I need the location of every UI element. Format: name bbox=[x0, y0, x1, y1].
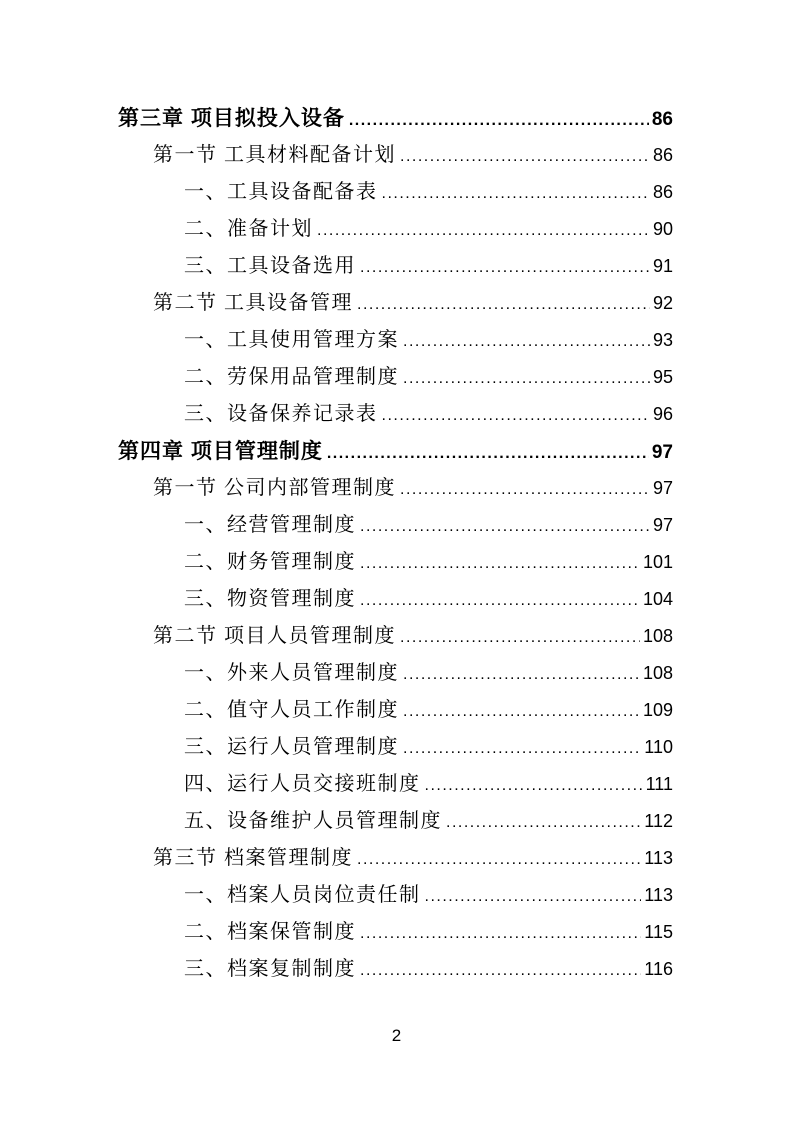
toc-entry-page-number: 97 bbox=[652, 515, 673, 535]
toc-entry[interactable] bbox=[184, 766, 673, 803]
toc-entry-label: 二、值守人员工作制度 bbox=[184, 699, 399, 721]
toc-entry-page-number: 111 bbox=[645, 774, 673, 794]
toc-entry[interactable] bbox=[118, 433, 673, 470]
toc-entry[interactable] bbox=[184, 914, 673, 951]
toc-leader-dots bbox=[317, 212, 650, 249]
toc-entry-page-number: 97 bbox=[652, 478, 673, 498]
toc-entry-page-number: 110 bbox=[644, 737, 673, 757]
toc-entry-label: 一、工具使用管理方案 bbox=[184, 329, 399, 351]
toc-entry-page-number: 113 bbox=[644, 885, 673, 905]
toc-entry-page-number: 86 bbox=[651, 109, 673, 130]
toc-entry[interactable] bbox=[184, 174, 673, 211]
toc-entry[interactable] bbox=[184, 877, 673, 914]
toc-leader-dots bbox=[357, 841, 641, 878]
toc-entry[interactable] bbox=[153, 470, 673, 507]
toc-entry-label: 三、档案复制制度 bbox=[184, 958, 356, 980]
toc-entry-page-number: 97 bbox=[651, 442, 673, 463]
toc-leader-dots bbox=[349, 102, 649, 139]
toc-leader-dots bbox=[360, 952, 641, 989]
toc-entry[interactable] bbox=[184, 655, 673, 692]
toc-entry-page-number: 92 bbox=[652, 293, 673, 313]
toc-entry-page-number: 113 bbox=[644, 848, 673, 868]
toc-entry[interactable] bbox=[118, 100, 673, 137]
toc-entry[interactable] bbox=[184, 951, 673, 988]
toc-leader-dots bbox=[400, 471, 650, 508]
toc-entry[interactable] bbox=[184, 692, 673, 729]
toc-entry-page-number: 104 bbox=[642, 589, 673, 609]
table-of-contents bbox=[0, 100, 673, 988]
toc-entry-page-number: 109 bbox=[642, 700, 673, 720]
toc-entry-page-number: 86 bbox=[652, 182, 673, 202]
toc-entry-label: 二、准备计划 bbox=[184, 218, 313, 240]
toc-entry-page-number: 93 bbox=[652, 330, 673, 350]
toc-entry-label: 第二节 项目人员管理制度 bbox=[153, 625, 396, 647]
toc-entry-page-number: 108 bbox=[642, 663, 673, 683]
toc-entry[interactable] bbox=[184, 544, 673, 581]
toc-entry-page-number: 95 bbox=[652, 367, 673, 387]
toc-entry-label: 二、档案保管制度 bbox=[184, 921, 356, 943]
toc-leader-dots bbox=[400, 619, 640, 656]
toc-entry-label: 第二节 工具设备管理 bbox=[153, 292, 353, 314]
toc-entry-label: 三、设备保养记录表 bbox=[184, 403, 378, 425]
toc-entry[interactable] bbox=[153, 618, 673, 655]
toc-entry[interactable] bbox=[184, 803, 673, 840]
toc-entry-label: 四、运行人员交接班制度 bbox=[184, 773, 421, 795]
toc-entry[interactable] bbox=[184, 729, 673, 766]
toc-entry-label: 三、工具设备选用 bbox=[184, 255, 356, 277]
toc-leader-dots bbox=[446, 804, 641, 841]
toc-entry-label: 三、运行人员管理制度 bbox=[184, 736, 399, 758]
page-number: 2 bbox=[391, 1026, 402, 1045]
toc-entry[interactable] bbox=[184, 581, 673, 618]
toc-entry-label: 第一节 公司内部管理制度 bbox=[153, 477, 396, 499]
toc-entry-label: 一、档案人员岗位责任制 bbox=[184, 884, 421, 906]
toc-entry[interactable] bbox=[184, 211, 673, 248]
toc-leader-dots bbox=[360, 249, 650, 286]
toc-leader-dots bbox=[425, 767, 643, 804]
toc-leader-dots bbox=[403, 656, 640, 693]
toc-entry-page-number: 116 bbox=[644, 959, 673, 979]
toc-leader-dots bbox=[360, 545, 640, 582]
toc-entry-label: 第一节 工具材料配备计划 bbox=[153, 144, 396, 166]
toc-entry-label: 二、劳保用品管理制度 bbox=[184, 366, 399, 388]
toc-entry-label: 第三节 档案管理制度 bbox=[153, 847, 353, 869]
toc-entry-page-number: 96 bbox=[652, 404, 673, 424]
toc-entry[interactable] bbox=[153, 137, 673, 174]
toc-entry-page-number: 101 bbox=[642, 552, 673, 572]
toc-entry-page-number: 91 bbox=[652, 256, 673, 276]
toc-entry-label: 一、工具设备配备表 bbox=[184, 181, 378, 203]
toc-entry-page-number: 90 bbox=[652, 219, 673, 239]
toc-entry[interactable] bbox=[184, 396, 673, 433]
toc-leader-dots bbox=[382, 175, 650, 212]
toc-entry[interactable] bbox=[184, 507, 673, 544]
toc-leader-dots bbox=[357, 286, 650, 323]
toc-leader-dots bbox=[360, 582, 640, 619]
toc-leader-dots bbox=[400, 138, 650, 175]
toc-entry-label: 三、物资管理制度 bbox=[184, 588, 356, 610]
toc-entry[interactable] bbox=[153, 285, 673, 322]
toc-entry-label: 五、设备维护人员管理制度 bbox=[184, 810, 442, 832]
toc-leader-dots bbox=[360, 915, 641, 952]
toc-leader-dots bbox=[403, 323, 650, 360]
toc-entry[interactable] bbox=[184, 248, 673, 285]
toc-leader-dots bbox=[403, 730, 641, 767]
toc-entry[interactable] bbox=[184, 359, 673, 396]
toc-entry-page-number: 112 bbox=[644, 811, 673, 831]
toc-entry-label: 一、外来人员管理制度 bbox=[184, 662, 399, 684]
toc-entry[interactable] bbox=[153, 840, 673, 877]
toc-entry-page-number: 108 bbox=[642, 626, 673, 646]
toc-entry-page-number: 115 bbox=[644, 922, 673, 942]
toc-entry-label: 一、经营管理制度 bbox=[184, 514, 356, 536]
toc-leader-dots bbox=[327, 435, 649, 472]
toc-entry-page-number: 86 bbox=[652, 145, 673, 165]
toc-entry-label: 第三章 项目拟投入设备 bbox=[118, 107, 345, 130]
toc-leader-dots bbox=[382, 397, 650, 434]
toc-leader-dots bbox=[403, 360, 650, 397]
toc-entry[interactable] bbox=[184, 322, 673, 359]
toc-leader-dots bbox=[360, 508, 650, 545]
toc-entry-label: 二、财务管理制度 bbox=[184, 551, 356, 573]
toc-leader-dots bbox=[425, 878, 642, 915]
toc-entry-label: 第四章 项目管理制度 bbox=[118, 440, 323, 463]
toc-leader-dots bbox=[403, 693, 640, 730]
